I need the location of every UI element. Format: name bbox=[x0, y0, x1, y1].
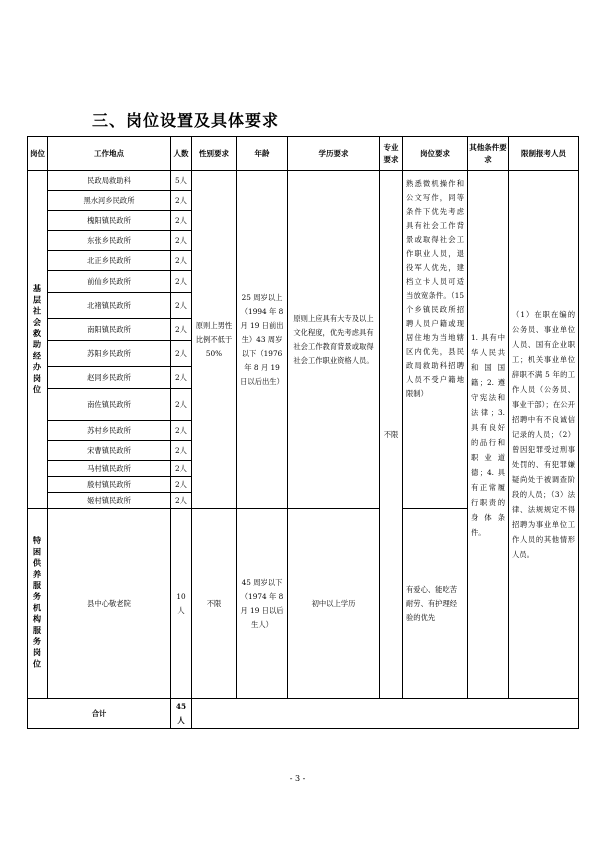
location-cell: 民政局救助科 bbox=[48, 171, 171, 191]
location-cell: 姬村镇民政所 bbox=[48, 493, 171, 509]
other-conditions-cell: 1. 具有中华人民共和国国籍；2. 遵守宪法和法律；3. 具有良好的品行和职业道德；4. 具有正常履行职责的身体条件。 bbox=[468, 171, 509, 699]
page-number: - 3 - bbox=[289, 774, 306, 783]
location-cell: 殷村镇民政所 bbox=[48, 477, 171, 493]
education-cell-group2: 初中以上学历 bbox=[288, 509, 380, 699]
count-cell: 2人 bbox=[171, 271, 192, 293]
count-cell: 2人 bbox=[171, 461, 192, 477]
table-row bbox=[28, 171, 579, 191]
age-cell-group2: 45 周岁以下（1974 年 8 月 19 日以后生人） bbox=[237, 509, 288, 699]
job-requirements-cell-group1: 熟悉微机操作和公文写作，同等条件下优先考虑具有社会工作背景或取得社会工作职业人员，退役军人优先，建档立卡人员可适当放宽条件。（15 个乡镇民政所招聘人员户籍或现居住地为当地辖区内优先，县民政局救助科招聘人员不受户籍地限制） bbox=[403, 171, 468, 509]
location-cell: 北褚镇民政所 bbox=[48, 293, 171, 319]
total-row bbox=[28, 699, 579, 729]
location-cell: 马村镇民政所 bbox=[48, 461, 171, 477]
location-cell: 黑水河乡民政所 bbox=[48, 191, 171, 211]
header-restrictions: 限制报考人员 bbox=[509, 137, 579, 171]
location-cell: 苏阳乡民政所 bbox=[48, 341, 171, 367]
count-cell: 2人 bbox=[171, 367, 192, 389]
location-cell: 南阳镇民政所 bbox=[48, 319, 171, 341]
age-cell-group1: 25 周岁以上（1994 年 8 月 19 日前出生）43 周岁以下（1976 年 8 月 19 日以后出生） bbox=[237, 171, 288, 509]
count-cell: 2人 bbox=[171, 421, 192, 441]
count-cell: 2人 bbox=[171, 211, 192, 231]
position-requirements-table bbox=[27, 136, 579, 729]
header-education: 学历要求 bbox=[288, 137, 380, 171]
count-cell: 5人 bbox=[171, 171, 192, 191]
header-age: 年龄 bbox=[237, 137, 288, 171]
section-title: 三、岗位设置及具体要求 bbox=[92, 111, 280, 130]
header-major: 专业要求 bbox=[380, 137, 403, 171]
table-header-row bbox=[28, 137, 579, 171]
total-blank bbox=[192, 699, 579, 729]
header-position: 岗位 bbox=[28, 137, 48, 171]
major-cell: 不限 bbox=[380, 171, 403, 699]
count-cell: 2人 bbox=[171, 191, 192, 211]
total-label: 合计 bbox=[28, 699, 171, 729]
header-gender: 性别要求 bbox=[192, 137, 237, 171]
header-count: 人数 bbox=[171, 137, 192, 171]
location-cell: 县中心敬老院 bbox=[48, 509, 171, 699]
total-count: 45人 bbox=[171, 699, 192, 729]
count-cell: 2人 bbox=[171, 389, 192, 421]
count-cell: 2人 bbox=[171, 293, 192, 319]
education-cell-group1: 原则上应具有大专及以上文化程度，优先考虑具有社会工作教育背景或取得社会工作职业资格人员。 bbox=[288, 171, 380, 509]
restrictions-cell: （1）在职在编的公务员、事业单位人员、国有企业职工；机关事业单位辞职不满 5 年的工作人员（公务员、事业干部）；在公开招聘中有不良诚信记录的人员；（2）曾因犯罪受过刑事处罚的、有犯罪嫌疑尚处于被调查阶段的人员；（3）法律、法规规定不得招聘为事业单位工作人员的其他情形人员。 bbox=[509, 171, 579, 699]
header-other-conditions: 其他条件要求 bbox=[468, 137, 509, 171]
count-cell: 2人 bbox=[171, 231, 192, 251]
count-cell: 2人 bbox=[171, 441, 192, 461]
header-location: 工作地点 bbox=[48, 137, 171, 171]
count-cell: 2人 bbox=[171, 319, 192, 341]
position-cell-elderly-care: 特困供养服务机构服务岗位 bbox=[28, 509, 48, 699]
location-cell: 东张乡民政所 bbox=[48, 231, 171, 251]
count-cell: 2人 bbox=[171, 251, 192, 271]
location-cell: 前仙乡民政所 bbox=[48, 271, 171, 293]
location-cell: 赵同乡民政所 bbox=[48, 367, 171, 389]
job-requirements-cell-group2: 有爱心、能吃苦耐劳、有护理经验的优先 bbox=[403, 509, 468, 699]
count-cell: 2人 bbox=[171, 493, 192, 509]
position-cell-social-aid: 基层社会救助经办岗位 bbox=[28, 171, 48, 509]
header-job-requirements: 岗位要求 bbox=[403, 137, 468, 171]
location-cell: 槐阳镇民政所 bbox=[48, 211, 171, 231]
location-cell: 苏村乡民政所 bbox=[48, 421, 171, 441]
count-cell: 2人 bbox=[171, 477, 192, 493]
count-cell: 10人 bbox=[171, 509, 192, 699]
location-cell: 北正乡民政所 bbox=[48, 251, 171, 271]
count-cell: 2人 bbox=[171, 341, 192, 367]
location-cell: 宋曹镇民政所 bbox=[48, 441, 171, 461]
gender-cell-group1: 原则上男性比例不低于 50% bbox=[192, 171, 237, 509]
gender-cell-group2: 不限 bbox=[192, 509, 237, 699]
location-cell: 南佐镇民政所 bbox=[48, 389, 171, 421]
